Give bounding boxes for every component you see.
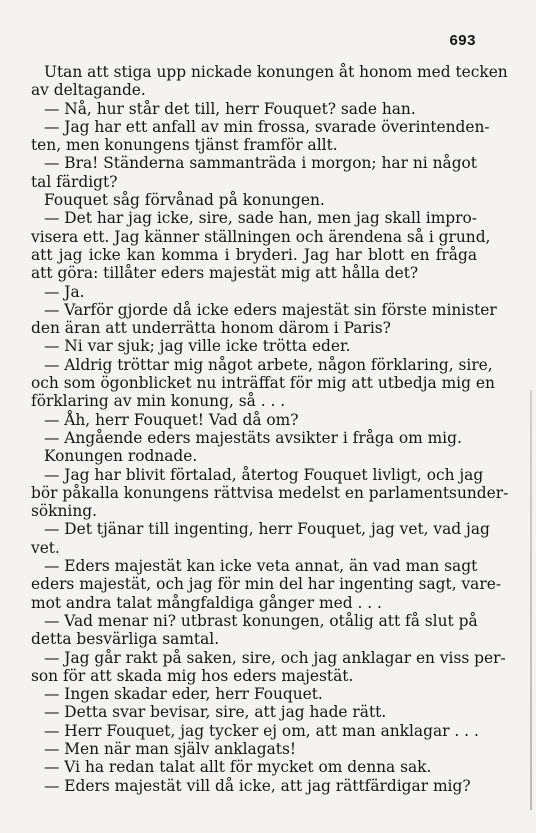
text-line: — Nå, hur står det till, herr Fouquet? sade han. [44,99,416,118]
text-line: Konungen rodnade. [44,447,198,466]
text-line: och som ögonblicket nu inträffat för mig att utbedja mig en [31,374,495,393]
text-line: — Eders majestät vill då icke, att jag rättfärdigar mig? [44,776,471,795]
page-number: 693 [449,32,476,49]
text-line: att jag icke kan komma i bryderi. Jag har blott en fråga [31,245,477,264]
text-line: — Ni var sjuk; jag ville icke trötta eder. [44,337,351,356]
text-line: Utan att stiga upp nickade konungen åt honom med tecken [44,63,508,81]
text-line: — Aldrig tröttar mig något arbete, någon förklaring, sire, [44,355,493,374]
text-line: — Det har jag icke, sire, sade han, men jag skall impro- [44,209,477,228]
text-line: — Ja. [44,282,85,301]
text-line: Fouquet såg förvånad på konungen. [44,191,325,210]
text-line: — Varför gjorde då icke eders majestät sin förste minister [44,300,497,319]
text-line: son för att skada mig hos eders majestät. [31,666,354,685]
text-line: av deltagande. [31,81,146,100]
text-line: ten, men konungens tjänst framför allt. [31,136,338,155]
text-line: — Jag går rakt på saken, sire, och jag anklagar en viss per- [44,648,506,667]
text-line: — Vi ha redan talat allt för mycket om denna sak. [44,758,432,777]
text-line: — Jag har blivit förtalad, återtog Fouquet livligt, och jag [44,465,484,484]
text-line: sökning. [31,502,97,521]
text-line: — Det tjänar till ingenting, herr Fouquet, jag vet, vad jag [44,520,490,539]
text-line: — Men när man själv anklagats! [44,739,297,758]
text-line: den äran att underrätta honom därom i Paris? [31,319,391,338]
text-line: — Bra! Ständerna sammanträda i morgon; har ni något [44,154,477,173]
text-line: vet. [31,538,60,557]
page-body-text [31,63,509,795]
text-line: visera ett. Jag känner ställningen och ärendena så i grund, [31,227,491,246]
text-line: — Eders majestät kan icke veta annat, än vad man sagt [44,557,478,576]
text-line: — Detta svar bevisar, sire, att jag hade rätt. [44,703,387,722]
text-line: eders majestät, och jag för min del har ingenting sagt, vare- [31,575,502,594]
text-line: — Vad menar ni? utbrast konungen, otålig att få slut på [44,611,478,630]
text-line: — Jag har ett anfall av min frossa, svarade överintenden- [44,117,490,136]
text-line: — Herr Fouquet, jag tycker ej om, att man anklagar . . . [44,721,479,740]
text-line: att göra: tillåter eders majestät mig att hålla det? [31,264,419,283]
text-line: — Angående eders majestäts avsikter i fråga om mig. [44,428,462,447]
text-line: mot andra talat mångfaldiga gånger med . . . [31,593,382,612]
text-line: detta besvärliga samtal. [31,630,220,649]
text-line: — Åh, herr Fouquet! Vad då om? [44,410,299,429]
text-line: förklaring av min konung, så . . . [31,392,286,411]
text-line: tal färdigt? [31,172,118,191]
text-line: bör påkalla konungens rättvisa medelst en parlamentsunder- [31,483,509,502]
page-edge-shadow [530,390,532,810]
text-line: — Ingen skadar eder, herr Fouquet. [44,685,323,704]
